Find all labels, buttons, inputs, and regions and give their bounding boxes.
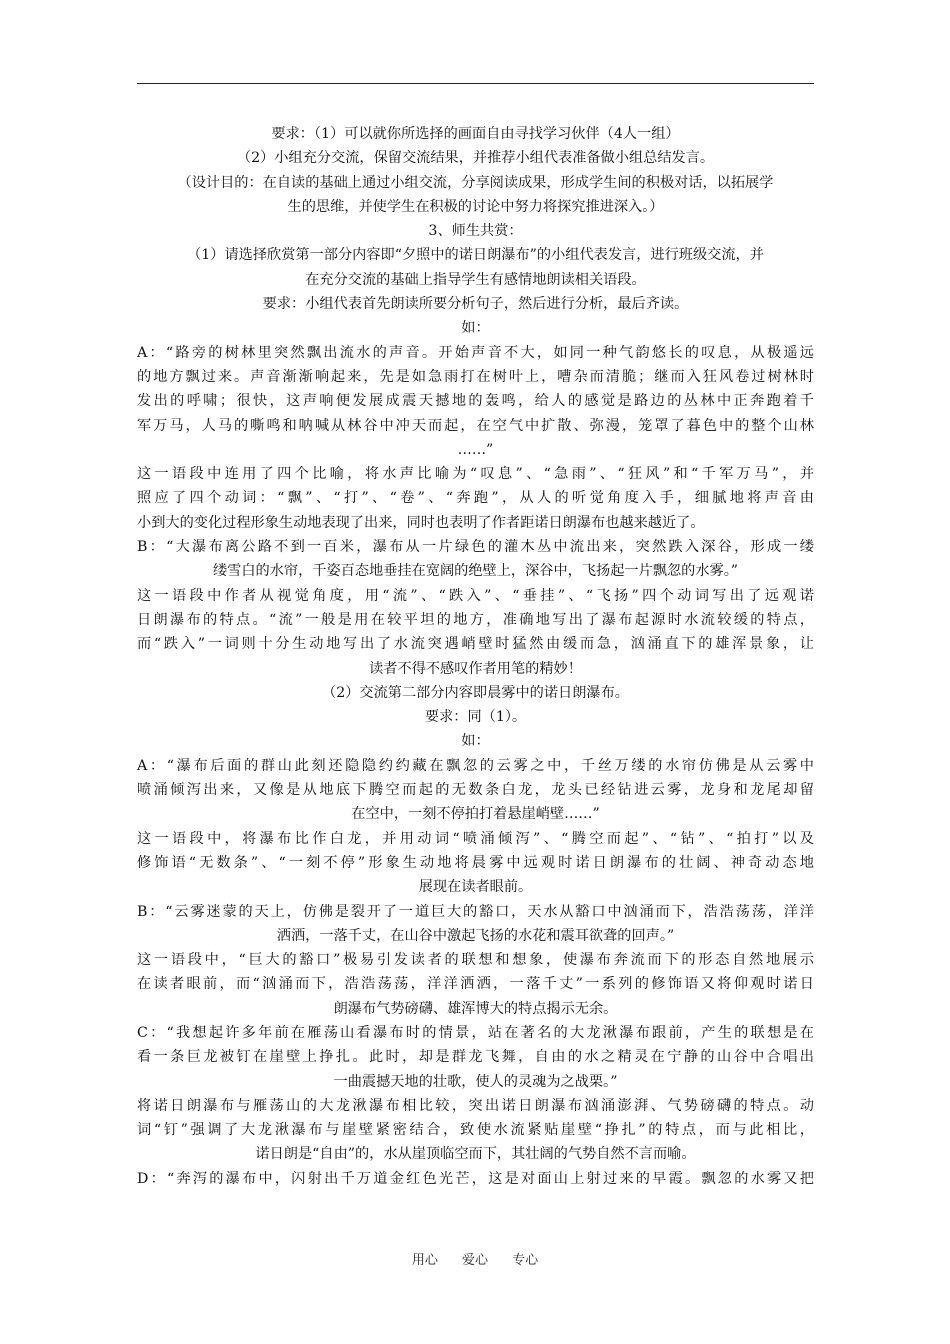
text-line: 而“跌入”一词则十分生动地写出了水流突遇峭壁时猛然由缓而急，汹涌直下的雄浑景象，让	[137, 636, 814, 653]
document-body	[137, 122, 814, 1191]
text-line: 将诺日朗瀑布与雁荡山的大龙湫瀑布相比较，突出诺日朗瀑布汹涌澎湃、气势磅礴的特点。动	[137, 1097, 814, 1114]
text-line: 在读者眼前，而“汹涌而下，浩浩荡荡，洋洋洒洒，一落千丈”一系列的修饰语又将仰观时诺日	[137, 976, 814, 993]
text-line: （2）小组充分交流，保留交流结果，并推荐小组代表准备做小组总结发言。	[236, 150, 715, 167]
text-line: 在充分交流的基础上指导学生有感情地朗读相关语段。	[305, 271, 646, 288]
text-line: 洒洒，一落千丈，在山谷中激起飞扬的水花和震耳欲聋的回声。”	[276, 927, 675, 944]
text-line: 在空中，一刻不停拍打着悬崖峭壁……”	[351, 806, 600, 823]
footer-word: 专心	[512, 1253, 539, 1268]
text-line: 诺日朗是“自由”的，水从崖顶临空而下，其壮阔的气势自然不言而喻。	[255, 1146, 696, 1163]
footer-word: 用心	[411, 1253, 438, 1268]
text-line: 生的思维，并使学生在积极的讨论中努力将探究推进深入。）	[287, 198, 664, 215]
text-line: 如：	[461, 733, 490, 750]
text-line: A：“路旁的树林里突然飘出流水的声音。开始声音不大，如同一种气韵悠长的叹息，从极遥远	[137, 344, 814, 361]
text-line: 读者不得不感叹作者用笔的精妙！	[369, 660, 582, 677]
text-line: 喷涌倾泻出来，又像是从地底下腾空而起的无数条白龙，龙头已经钻进云雾，龙身和龙尾却留	[137, 782, 814, 799]
text-line: 朗瀑布气势磅礴、雄浑博大的特点揭示无余。	[333, 1000, 618, 1017]
text-line: 3、师生共赏：	[428, 223, 523, 240]
text-line: A：“瀑布后面的群山此刻还隐隐约约藏在飘忽的云雾之中，千丝万缕的水帘仿佛是从云雾中	[137, 757, 814, 774]
text-line: 军万马，人马的嘶鸣和呐喊从林谷中冲天而起，在空气中扩散、弥漫，笼罩了暮色中的整个山林	[137, 417, 814, 434]
page-footer	[0, 1249, 950, 1268]
text-line: （2）交流第二部分内容即晨雾中的诺日朗瀑布。	[322, 684, 629, 701]
text-line: 发出的呼啸；很快，这声响便发展成震天撼地的轰鸣，给人的感觉是路边的丛林中正奔跑着千	[137, 393, 814, 410]
text-line: B：“云雾迷蒙的天上，仿佛是裂开了一道巨大的豁口，天水从豁口中汹涌而下，浩浩荡荡，洋洋	[137, 903, 814, 920]
text-line: （1）请选择欣赏第一部分内容即“夕照中的诺日朗瀑布”的小组代表发言，进行班级交流，并	[187, 247, 764, 264]
text-line: D：“奔泻的瀑布中，闪射出千万道金红色光芒，这是对面山上射过来的早霞。飘忽的水雾又把	[137, 1170, 814, 1187]
text-line: 要求：同（1）。	[424, 709, 527, 726]
text-line: 一曲震撼天地的壮歌，使人的灵魂为之战栗。”	[333, 1073, 618, 1090]
text-line: B：“大瀑布离公路不到一百米，瀑布从一片绿色的灌木丛中流出来，突然跌入深谷，形成一缕	[137, 539, 814, 556]
text-line: ……”	[457, 441, 494, 458]
text-line: 这一语段中，将瀑布比作白龙，并用动词“喷涌倾泻”、“腾空而起”、“钻”、“拍打”以及	[137, 830, 814, 847]
text-line: 要求：小组代表首先朗读所要分析句子，然后进行分析，最后齐读。	[262, 296, 689, 313]
text-line: 如：	[461, 320, 490, 337]
text-line: 修饰语“无数条”、“一刻不停”形象生动地将晨雾中远观时诺日朗瀑布的壮阔、神奇动态地	[137, 854, 814, 871]
text-line: 的地方飘过来。声音渐渐响起来，先是如急雨打在树叶上，嘈杂而清脆；继而入狂风卷过树林时	[137, 368, 814, 385]
text-line: 要求：（1）可以就你所选择的画面自由寻找学习伙伴（4人一组）	[271, 126, 680, 142]
text-line: 展现在读者眼前。	[418, 879, 533, 896]
text-line: 看一条巨龙被钉在崖壁上挣扎。此时，却是群龙飞舞，自由的水之精灵在宁静的山谷中合唱出	[137, 1049, 814, 1066]
text-line: 这一语段中作者从视觉角度，用“流”、“跌入”、“垂挂”、“飞扬”四个动词写出了远观诺	[137, 587, 814, 604]
text-line: 缕雪白的水帘，千姿百态地垂挂在宽阔的绝壁上，深谷中，飞扬起一片飘忽的水雾。”	[212, 563, 739, 580]
text-line: 这一语段中连用了四个比喻，将水声比喻为“叹息”、“急雨”、“狂风”和“千军万马”，并	[137, 466, 814, 483]
text-line: 照应了四个动词：“飘”、“打”、“卷”、“奔跑”，从人的听觉角度入手，细腻地将声音由	[137, 490, 814, 507]
text-line: 这一语段中，“巨大的豁口”极易引发读者的联想和想象，使瀑布奔流而下的形态自然地展示	[137, 952, 814, 969]
text-line: 词“钉”强调了大龙湫瀑布与崖壁紧密结合，致使水流紧贴崖壁“挣扎”的特点，而与此相比，	[137, 1122, 814, 1139]
text-line: 小到大的变化过程形象生动地表现了出来，同时也表明了作者距诺日朗瀑布也越来越近了。	[137, 514, 705, 531]
text-line: 日朗瀑布的特点。“流”一般是用在较平坦的地方，准确地写出了瀑布起源时水流较缓的特点，	[137, 611, 814, 628]
text-line: C：“我想起许多年前在雁荡山看瀑布时的情景，站在著名的大龙湫瀑布跟前，产生的联想是在	[137, 1024, 814, 1041]
footer-word: 爱心	[461, 1253, 488, 1268]
header-rule	[137, 83, 814, 84]
text-line: （设计目的：在自读的基础上通过小组交流，分享阅读成果，形成学生间的积极对话，以拓展学	[177, 174, 774, 191]
